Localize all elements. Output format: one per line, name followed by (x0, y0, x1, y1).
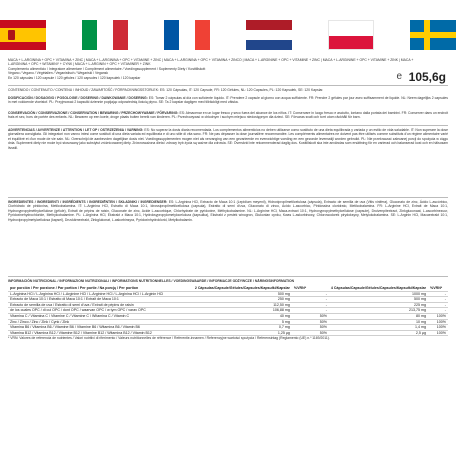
nutrient-nrv: 50% (292, 319, 329, 325)
nutrient-nrv: 100% (428, 313, 448, 319)
nutrient-nrv: - (428, 291, 448, 297)
nutrient-nrv: - (428, 308, 448, 314)
nutrient-value: 2,5 µg (329, 330, 428, 336)
nutrient-value: 10 mg (329, 319, 428, 325)
divider (8, 85, 448, 86)
sweden-flag-icon (410, 20, 456, 50)
contents-text: CONTENIDO / CONTENUTO / CONTENU / INHOUD / ZAWARTOŚĆ / FÖRPACKNINGSSTORLEK: ES: 120 Cápsulas, IT: 120 Capsule, FR: 120 Gélules, NL: 120 Capsules, PL: 120 Kapsułek, SE: 120 Kapslar. (8, 88, 324, 92)
france-flag-icon (164, 20, 210, 50)
column-header: por porción / Per porzione / Par portion / Per portie / Na porcję / Per portion (8, 286, 193, 291)
nutrient-value: 225 mg (329, 302, 428, 308)
nutrient-nrv: 100% (428, 325, 448, 331)
nutrient-name: Vitamina B6 / Vitamina B6 / Vitamine B6 / Vitamine B6 / Witamina B6 / Vitamin B6 (8, 325, 193, 331)
column-header: %VRN* (428, 286, 448, 291)
warnings-text: ES: No superar la dosis diaria recomendada. Los complementos alimenticios no deben utilizarse como sustituto de una dieta equilibrada y variada y un estilo de vida saludable. IT: Non superare la dose giornaliera consigliata. Gli integratori non vanno intesi come sostituti di una dieta variata ed equilibrata e di uno stile di vita sano. FR: Ne pas dépasser la dose journalière recommandée. Les compléments alimentaires ne doivent pas être utilisés comme substituts d'un régime alimentaire varié et équilibré et d'un mode de vie sain. NL: Overschrijd de aanbevolen dagelijkse dosis niet. Voedingssupplementen mogen niet als vervanging van een gevarieerde en evenwichtige voeding en een gezonde levensstijl worden gebruikt. PL: Nie przekraczać zalecanej porcji do spożycia w ciągu dnia. Suplement diety nie może być stosowany jako substytut zróżnicowanej diety. Zrównoważona dieta i zdrowy tryb życia są ważne dla zdrowia. SE: Överskrid inte rekommenderad daglig dos. Kosttillskott ska inte användas som ersättning för en varierad och balanserad kost och en hälsosam livsstil. (8, 128, 448, 150)
nutrition-header-row (8, 286, 448, 291)
contents-section (8, 88, 448, 92)
nutrient-nrv: - (292, 302, 329, 308)
capsules-count-line: En 120 cápsulas / 120 capsule / 120 gélules / 120 capsules / 120 kapsułek / 120 kapslar (8, 75, 141, 80)
nutrient-nrv: - (292, 308, 329, 314)
nutrient-value: 1,25 µg (193, 330, 292, 336)
nutrient-nrv: 100% (428, 330, 448, 336)
supplement-type-line: Complemento alimenticio / Integratore alimentare / Complément alimentaire / Voedingssupplement / Suplementy Diety / Kosttillskott (8, 66, 206, 71)
storage-title: CONSERVACIÓN / CONSERVAZIONE / CONSERVATION / BEWARING / PRZECHOWYWANIE / FÖRVARING: (8, 111, 179, 115)
nutrient-name: Extracto de semilla de uva / Estratto di semi d'uva / Extrait de pépins de raisin (8, 302, 193, 308)
column-header: 2 Cápsulas/Capsule/Gélules/Capsules/Kapsułki/Kapslar (194, 286, 290, 290)
nutrient-value: 250 mg (193, 297, 292, 303)
nutrition-title: INFORMACIÓN NUTRICIONAL / INFORMAZIONI NUTRIZIONALI / INFORMATIONS NUTRITIONNELLES / VOEDINGSWAARDE / INFORMACJE ODŻYWCZE / NÄRINGSINFORMATION (8, 279, 295, 283)
nutrient-value: 112,50 mg (193, 302, 292, 308)
nutrient-nrv: - (292, 291, 329, 297)
nutrient-nrv: 50% (292, 330, 329, 336)
nutrient-name: de los cuales OPC / di cui OPC / dont OPC / waarvan OPC / w tym OPC / varav OPC (8, 308, 193, 314)
warnings-section (8, 128, 448, 150)
ingredients-section (8, 200, 448, 222)
ingredients-title: INGREDIENTES / INGREDIENTI / INGRÉDIENTS / INGREDIËNTEN / SKŁADNIKI / INGREDIENSER: (8, 200, 168, 204)
spain-flag-icon (0, 20, 46, 50)
storage-section (8, 111, 448, 120)
nutrient-name: Extracto de Maca 10:1 / Estratto di Maca 10:1 / Extrait de Maca 10:1 (8, 297, 193, 303)
nutrient-value: 40 mg (193, 313, 292, 319)
dosage-text: ES: Tomar 2 cápsulas al día con suficiente líquido. IT: Prendere 2 capsule al giorno con acqua sufficiente. FR: Prendre 2 gélules par jour avec suffisamment de liquide. NL: Neem dagelijks 2 capsules in met voldoende vloeistof. PL: Przyjmować 2 kapsułki dziennie popijając odpowiednią ilością płynu. SE: Ta 2 kapslar dagligen med tillräckligt med vätska. (8, 96, 448, 105)
nutrient-value: 213,75 mg (329, 308, 428, 314)
column-header: %VRN* (292, 286, 329, 291)
estimated-sign-mark: e (396, 71, 402, 82)
nutrient-nrv: - (428, 297, 448, 303)
ingredients-text: ES: L-Arginina HCl, Extracto de Maca 10:1 (Lepidium meyenii), Hidroxipropilmetilcelulosa (cápsula), Extracto de semilla de uva (Vitis vinifera), Gluconato de zinc, Ácido L-ascórbico, Clorhidrato de piridoxina, Metilcobalamina. IT: L-Arginina HCl, Estratto di Maca 10:1, Idrossipropilmetilcellulosa (capsula), Estratto di semi d'uva, Gluconato di zinco, Acido L-ascorbico, Piridossina cloridrato, Metilcobalamina. FR: L-Arginine HCl, Extrait de Maca 10:1, Hydroxypropylméthylcellulose (gélule), Extrait de pépins de raisin, Gluconate de zinc, Acide L-ascorbique, Chlorhydrate de pyridoxine, Méthylcobalamine. NL: L-Arginine HCl, Maca-extract 10:1, Hydroxypropylmethylcellulose (capsule), Druivenpitextract, Zinkgluconaat, L-ascorbinezuur, Pyridoxinehydrochloride, Methylcobalamine. PL: L-Arginina HCl, Ekstrakt z Maca 10:1, Hydroksypropylometyloceluloza (kapsułka), Ekstrakt z pestek winogron, Glukonian cynku, Kwas L-askorbinowy, Chlorowodorek pirydoksyny, Metylokobalamina. SE: L-Arginin HCl, Macaextrakt 10:1, Hydroxipropylmetylcellulosa (kapsel), Druvkärnextrakt, Zinkglukonat, L-askorbinsyra, Pyridoxinhydroklorid, Metylkobalamin. (8, 200, 448, 222)
nutrient-value: 500 mg (193, 291, 292, 297)
nutrient-value: 0,7 mg (193, 325, 292, 331)
storage-text: ES: Almacenar en un lugar fresco y seco fuera del alcance de los niños. IT: Conservare in luogo fresco e asciutto, lontano dalla portata dei bambini. FR: Conserver dans un endroit frais et sec, hors de portée des enfants. NL: Bewaren op een koele, droge plaats buiten bereik van kinderen. PL: Przechowywać w chłodnym i suchym miejscu niedostępnym dla dzieci. SE: Förvaras svalt och torrt utom räckhåll för barn. (8, 111, 449, 120)
product-name-line-1: MACA + L-ARGININA + OPC + VITAMINA + ZINC | MACA + L-ARGININA + OPC + VITAMINE + ZINC | MACA + L-ARGININA + OPC + VITAMINA + ZINCO | MACA + L-ARGININE + OPC + VITAMINE + ZINC | MACA + L-ARGININE + OPC + VITAMINE + ZINK | MACA + (8, 58, 414, 62)
vegan-line: Vegano / Vegano / Végétalien / Veganistisch / Wegański / Vegansk (8, 71, 109, 76)
country-flags-row (0, 20, 456, 50)
dosage-section (8, 96, 448, 105)
nutrition-table (8, 286, 448, 336)
netherlands-flag-icon (246, 20, 292, 50)
nutrition-footnote: * VRN: Valores de referencia de nutrientes / Valori nutritivi di riferimento / Valeurs nutritionnelles de référence / Referentie-innamen / Referencyjne wartości spożycia / Referensintag (Reglamento (UE) n.º 1169/2011). (8, 336, 330, 340)
nutrient-nrv: 50% (292, 313, 329, 319)
italy-flag-icon (82, 20, 128, 50)
product-name-line-2: L-ARGININA + OPC + WITAMINY + CYNK | MACA + L-ARGININ + OPC + VITAMINER + ZINK (8, 62, 151, 67)
column-header: 4 Cápsulas/Capsule/Gélules/Capsules/Kapsułki/Kapslar (330, 286, 426, 290)
nutrient-name: Zinc / Zinco / Zinc / Zink / Cynk / Zink (8, 319, 193, 325)
nutrient-name: Vitamina C / Vitamina C / Vitamine C / Vitamine C / Witamina C / Vitamin C (8, 313, 193, 319)
nutrient-value: 5 mg (193, 319, 292, 325)
nutrient-name: Vitamina B12 / Vitamina B12 / Vitamine B12 / Vitamine B12 / Witamina B12 / Vitamin B12 (8, 330, 193, 336)
poland-flag-icon (328, 20, 374, 50)
divider (8, 197, 448, 198)
nutrient-nrv: - (428, 302, 448, 308)
warnings-title: ADVERTENCIAS / AVVERTENZE / ATTENTION / LET OP / OSTRZEŻENIA / VARNING: (8, 128, 144, 132)
nutrient-nrv: - (292, 297, 329, 303)
table-row (8, 330, 448, 336)
nutrient-nrv: 50% (292, 325, 329, 331)
nutrient-value: 106,88 mg (193, 308, 292, 314)
nutrient-nrv: 100% (428, 319, 448, 325)
nutrient-value: 1,4 mg (329, 325, 428, 331)
dosage-title: DOSIFICACIÓN / DOSAGGIO / POSOLOGIE / DOSERING / DAWKOWANIE / DOSERING: (8, 96, 148, 100)
nutrient-value: 80 mg (329, 313, 428, 319)
nutrient-value: 1000 mg (329, 291, 428, 297)
nutrient-value: 500 mg (329, 297, 428, 303)
divider (8, 276, 448, 277)
divider (8, 125, 448, 126)
net-weight: 105,6g (408, 70, 446, 84)
nutrient-name: L-Arginina HCl / L-Arginina HCl / L-Arginine HCl / L-Arginine HCl / L-Arginina HCl / L-Arginin HCl (8, 291, 193, 297)
